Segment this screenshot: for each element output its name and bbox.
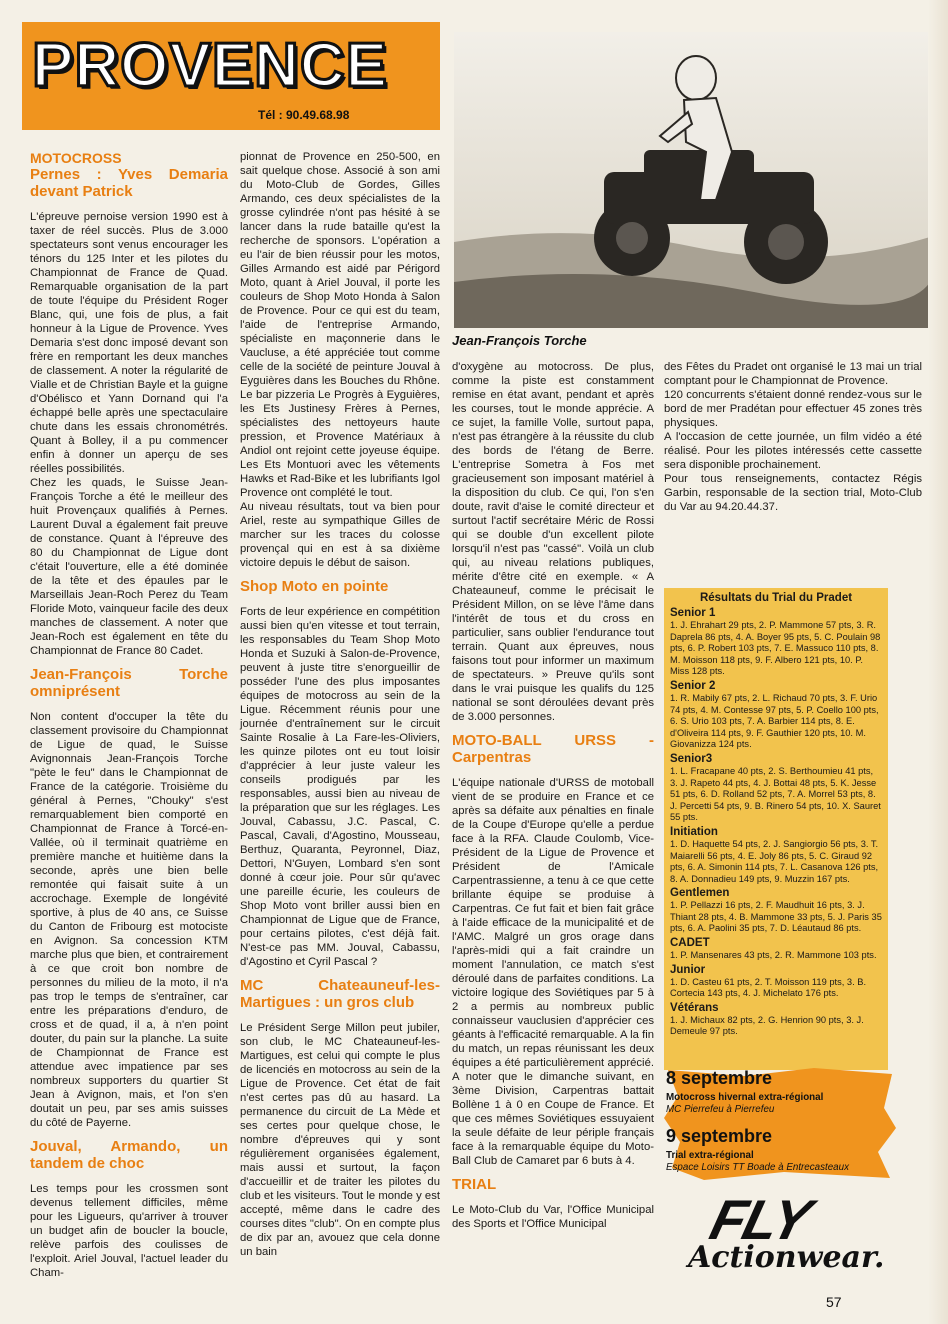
column-4 — [664, 360, 922, 514]
results-category — [670, 753, 882, 824]
banner-title: PROVENCE — [32, 31, 388, 100]
event-description — [666, 1092, 823, 1116]
headline-shop-moto: Shop Moto en pointe — [240, 578, 389, 595]
trial-results-box — [664, 588, 888, 1070]
section-kicker-motocross: MOTOCROSS — [30, 150, 122, 166]
paragraph: Pour tous renseignements, contactez Régis Garbin, responsable de la section trial, Moto-Club du Var au 94.20.44.37. — [664, 473, 922, 513]
headline-trial: TRIAL — [452, 1176, 497, 1193]
paragraph: A l'occasion de cette journée, un film vidéo a été réalisé. Pour les pilotes intéressés cette cassette sera disponible prochainement. — [664, 431, 922, 471]
paragraph: Non content d'occuper la tête du classement provisoire du Championnat de Ligue de quad, le Suisse Avignonnais Jean-François Torche "pète le feu" dans le Championnat de France de la catégorie. Troisième du général à Pernes, "Chouky" s'est remarquablement bien comporté en Championnat de France à Torcé-en-Vallée, où il terminait quatrième en première manche et huitième dans la seconde, après une bien belle remontée qui faisait suite à un accrochage. Exemple de longévité sportive, à plus de 40 ans, ce Suisse du Canton de Fribourg est motociste en Avignon. Sa concession KTM marche plus que bien, et contrairement à ce que croit bon nombre de personnes du milieu de la moto, il n'a pas trop le temps de s'entraîner, car entre les préparations d'enduro, de cross et de quad, il a, à n'en point douter, du pain sur la planche. La suite de Championnat de France est attendue avec impatience par ses nombreux supporters du quartier St Jean à Avignon, mais, et l'on s'en doutait un peu, par ses amis suisses du côté de Payerne. — [30, 711, 228, 1129]
results-title: Résultats du Trial du Pradet — [699, 592, 853, 604]
category-name: Senior3 — [670, 752, 713, 765]
photo-caption: Jean-François Torche — [452, 333, 587, 348]
column-1 — [30, 150, 228, 1280]
event-date: 8 septembre — [666, 1068, 773, 1088]
paragraph: Au niveau résultats, tout va bien pour Ariel, reste au sympathique Gilles de marcher sur les traces du colosse provençal qui en est à sa dixième victoire depuis le début de saison. — [240, 501, 440, 569]
paragraph: pionnat de Provence en 250-500, en sait quelque chose. Associé à son ami du Moto-Club de Gordes, Gilles Armando, ces deux spécialistes de la grosse cylindrée n'ont pas hésité à se lancer dans la rude bataille qu'est la recherche de sponsors. L'opération a eu l'air de bien réussir pour les motos, Gilles Armando est aidé par Périgord Moto, quant à Ariel Jouval, il porte les couleurs de Shop Moto Honda à Salon de Provence. Pour ce qui est du team, l'aide de l'entreprise Armando, spécialiste en maçonnerie dans le Vaucluse, a été appréciée tout comme celle de la société de peinture Jouval à Eyguières dans les Bouches du Rhône. Le bar pizzeria Le Progrès à Eyguières, les Ets Justinesy Frères à Pernes, spécialistes des nettoyeurs haute pression, et Provence Matériaux à Andiol ont rejoint cette joyeuse équipe. Les Ets Montuori avec les vêtements Hawks et Rad-Bike et les lubrifiants Igol Provence ont complété le tout. — [240, 151, 440, 499]
results-category — [670, 680, 882, 751]
quad-photo — [454, 32, 930, 328]
category-name: Senior 2 — [670, 679, 716, 692]
category-name: Initiation — [670, 825, 718, 838]
paragraph: d'oxygène au motocross. De plus, comme la piste est constamment remise en état avant, pendant et après les courses, tout le monde apprécie. A ce sujet, la famille Volle, surtout papa, n'est pas étrangère à la réussite du club des bords de l'étang de Berre. L'entreprise Sometra à Fos met gracieusement son imposant matériel à la disposition du club. Ce qui, l'on s'en doute, ravit d'aise le comité directeur et surtout l'actif secrétaire Méric de Rossi qui se double d'un excellent pilote lorsqu'il n'est pas "cassé". Voilà un club qui, au niveau relations publiques, mérite d'être cité en exemple. « A Chateauneuf, comme le précisait le Président Millon, on se lève l'âme dans l'intérêt de tous et du cross en particulier, sans oublier l'endurance tout terrain. Quant aux épreuves, nous faisons tout pour informer un maximum de spectateurs. » Preuve qu'ils sont dans le vrai puisque les qualifs du 125 national se sont déroulées devant près de 3.000 personnes. — [452, 361, 654, 723]
results-category — [670, 607, 882, 678]
paragraph: Le Moto-Club du Var, l'Office Municipal des Sports et l'Office Municipal — [452, 1204, 654, 1230]
event-place: Espace Loisirs TT Boade à Entrecasteaux — [666, 1162, 849, 1173]
provence-banner — [22, 22, 440, 130]
event-place: MC Pierrefeu à Pierrefeu — [666, 1104, 775, 1115]
paragraph: Forts de leur expérience en compétition aussi bien qu'en vitesse et tout terrain, les responsables du Team Shop Moto Honda et Suzuki à Salon-de-Provence, peuvent à juste titre s'enorgueillir de posséder l'une des plus imposantes équipes de motocross au sein de la Ligue. Récemment réunis pour une journée d'entraînement sur le circuit Sainte Rosalie à La Fare-les-Oliviers, les quinze pilotes ont eu tout loisir d'apprécier à leur juste valeur les conseils prodigués par les responsables, aussi bien au niveau de la préparation que sur les réglages. Les Jouval, Cabassu, J.C. Pascal, C. Pascal, Cavali, d'Agostino, Mousseau, Berthuz, Quaranta, Peyronnel, Diaz, Dettori, N'Guyen, Lombard s'en sont donné à cœur joie. Pour sûr qu'avec une pareille écurie, les couleurs de Shop Moto vont briller aussi bien en Championnat de Ligue que de France, pour certains pilotes, c'est déjà fait. N'est-ce pas MM. Jouval, Cabassu, d'Agostino et Cyril Pascal ? — [240, 606, 440, 968]
paragraph: L'épreuve pernoise version 1990 est à taxer de réel succès. Plus de 3.000 spectateurs sont venus encourager les ténors du 125 Inter et les pilotes du Championnat de France de Quad. Remarquable organisation de la part de toute l'équipe du Président Roger Blanc, qui, une fois de plus, a fait honneur à la Ligue de Provence. Yves Demaria s'est donc imposé devant son frère en remportant les deux manches de classement. A noter la régularité de Vialle et de Christian Bayle et la guigne d'Obélisco et Yann Dornand qui l'a échappé belle après une spectaculaire chute dans les essais chronométrés. Quant à Bolley, il a pu commencer enfin à donner un aperçu de ses réelles possibilités. — [30, 211, 228, 475]
paragraph: Chez les quads, le Suisse Jean-François Torche a été le meilleur des huit Provençaux qualifiés à Pernes. Laurent Duval a également fait preuve de constance. Quant à l'épreuve des 80 du Championnat de Ligue dont c'était l'ouverture, elle a été dominée de la tête et des épaules par le Marseillais Jean-Roch Perez du Team Floride Moto, vainqueur facile des deux manches de classement. A noter que Jean-Roch est également en tête du Championnat de France 80 Cadet. — [30, 477, 228, 657]
headline-pernes: Pernes : Yves Demaria devant Patrick — [30, 166, 228, 200]
event-title: Trial extra-régional — [666, 1150, 754, 1161]
category-name: Senior 1 — [670, 607, 716, 619]
category-results: 1. L. Fracapane 40 pts, 2. S. Berthoumieu 41 pts, 3. J. Rapeto 44 pts, 4. J. Bottai 48 pts, 5. K. Jesse 51 pts, 6. D. Rolland 52 pts, 7. A. Morrel 53 pts, 8. J. Percetti 54 pts, 9. B. Rinero 54 pts, 10. X. Sauret 55 pts. — [670, 765, 881, 823]
headline-jouval-armando: Jouval, Armando, un tandem de choc — [30, 1138, 228, 1172]
fly-actionwear-ad — [676, 1190, 938, 1280]
results-category — [670, 937, 882, 962]
category-name: Junior — [670, 963, 706, 976]
column-3 — [452, 360, 654, 1231]
results-category — [670, 964, 882, 1000]
page-number: 57 — [826, 1294, 842, 1310]
category-results: 1. P. Mansenares 43 pts, 2. R. Mammone 103 pts. — [670, 950, 877, 961]
category-results: 1. J. Michaux 82 pts, 2. G. Henrion 90 pts, 3. J. Demeule 97 pts. — [670, 1014, 864, 1037]
quad-rider-image — [454, 32, 930, 328]
category-name: Vétérans — [670, 1001, 719, 1014]
paragraph: Le Président Serge Millon peut jubiler, son club, le MC Chateauneuf-les-Martigues, est celui qui compte le plus de licenciés en motocross au sein de la Ligue de Provence. Cet état de fait n'est certes pas dû au hasard. La permanence du circuit de La Mède et ses certes pour quelque chose, le nombre d'épreuves qui y sont régulièrement organisées également, mais aussi et surtout, la façon d'accueillir et de traiter les pilotes du club et les visiteurs. Tout le monde y est accepté, même dans le cadre des courses dites "club". On en compte plus de dix par an, avouez que cela donne un bain — [240, 1022, 440, 1258]
category-results: 1. R. Mabily 67 pts, 2. L. Richaud 70 pts, 3. F. Urio 74 pts, 4. M. Contesse 97 pts, 5. P. Coello 100 pts, 6. S. Urio 103 pts, 7. A. Barbier 114 pts, 8. E. d'Oliveira 114 pts, 9. F. Gauthier 120 pts, 10. M. Giovanizza 124 pts. — [670, 692, 879, 750]
headline-moto-ball: MOTO-BALL URSS - Carpentras — [452, 732, 654, 766]
event-date: 9 septembre — [666, 1126, 773, 1146]
category-results: 1. D. Casteu 61 pts, 2. T. Moisson 119 pts, 3. B. Cortecia 143 pts, 4. J. Michelato 176 pts. — [670, 976, 867, 999]
paragraph: des Fêtes du Pradet ont organisé le 13 mai un trial comptant pour le Championnat de Provence. — [664, 361, 922, 387]
event-title: Motocross hivernal extra-régional — [666, 1092, 824, 1103]
results-category — [670, 887, 882, 935]
category-results: 1. P. Pellazzi 16 pts, 2. F. Maudhuit 16 pts, 3. J. Thiant 28 pts, 4. B. Mammone 33 pts, 5. J. Paris 35 pts, 6. A. Paolini 35 pts, 7. D. Léautaud 86 pts. — [670, 900, 882, 934]
category-name: Gentlemen — [670, 887, 730, 900]
column-2 — [240, 150, 440, 1259]
paragraph: Les temps pour les crossmen sont devenus tellement difficiles, même pour les Ligueurs, qu'arriver à trouver un budget afin de boucler la boucle, relève parfois des coulisses de l'exploit. Ariel Jouval, l'actuel leader du Cham- — [30, 1183, 228, 1279]
headline-torche: Jean-François Torche omniprésent — [30, 666, 228, 700]
paragraph: 120 concurrents s'étaient donné rendez-vous sur le bord de mer Pradétan pour effectuer 45 zones très physiques. — [664, 389, 922, 429]
category-name: CADET — [670, 937, 710, 950]
headline-mc-chateauneuf: MC Chateauneuf-les-Martigues : un gros club — [240, 977, 440, 1011]
results-category — [670, 826, 882, 885]
event-calendar — [664, 1068, 896, 1180]
results-category — [670, 1002, 882, 1038]
page-edge-shadow — [928, 0, 948, 1324]
paragraph: L'équipe nationale d'URSS de motoball vient de se produire en France et ce après sa défaite aux pénalties en finale de la Coupe d'Europe qu'elle a perdue face à la RFA. Claude Coulomb, Vice-Président de la Ligue de Provence et Président de l'Amicale Carpentrassienne, a tenu à ce que cette brillante équipe se produise à Carpentras. Ce fut fait et bien fait grâce à l'aide efficace de la municipalité et de l'AMC. Malgré un gros orage dans l'après-midi qui a fait craindre un moment l'annulation, ce match s'est déroulé dans de parfaites conditions. La victoire logique des Soviétiques par 5 à 2 a permis au nombreux public connaisseur vauclusien d'apprécier ces géants à l'efficacité remarquable. A la fin du match, un repas réunissant les deux équipes a été particulièrement apprécié. A noter que le dimanche suivant, en 3ème Division, Carpentras battait Bollène 1 à 0 en Coupe de France. Et que ces mêmes Soviétiques essuyaient la seule défaite de leur périple français face à la remarquable équipe du Moto-Ball Club de Camaret par 6 buts à 4. — [452, 777, 654, 1167]
category-results: 1. D. Haquette 54 pts, 2. J. Sangiorgio 56 pts, 3. T. Maiarelli 56 pts, 4. E. Joly 86 pts, 5. C. Giraud 92 pts, 6. A. Simonin 114 pts, 7. L. Casanova 126 pts, 8. A. Donnadieu 149 pts, 9. Muzzin 167 pts. — [670, 838, 879, 884]
ad-brand: FLY — [704, 1188, 816, 1251]
event-description — [666, 1150, 849, 1174]
banner-phone: Tél : 90.49.68.98 — [258, 108, 350, 122]
ad-subtitle: Actionwear. — [688, 1240, 885, 1275]
category-results: 1. J. Ehrahart 29 pts, 2. P. Mammone 57 pts, 3. R. Daprela 86 pts, 4. A. Boyer 95 pts, 5. C. Poulain 98 pts, 6. P. Robert 103 pts, 7. E. Massuco 110 pts, 8. M. Moisson 118 pts, 9. F. Albero 121 pts, 10. P. Miss 128 pts. — [670, 620, 881, 677]
